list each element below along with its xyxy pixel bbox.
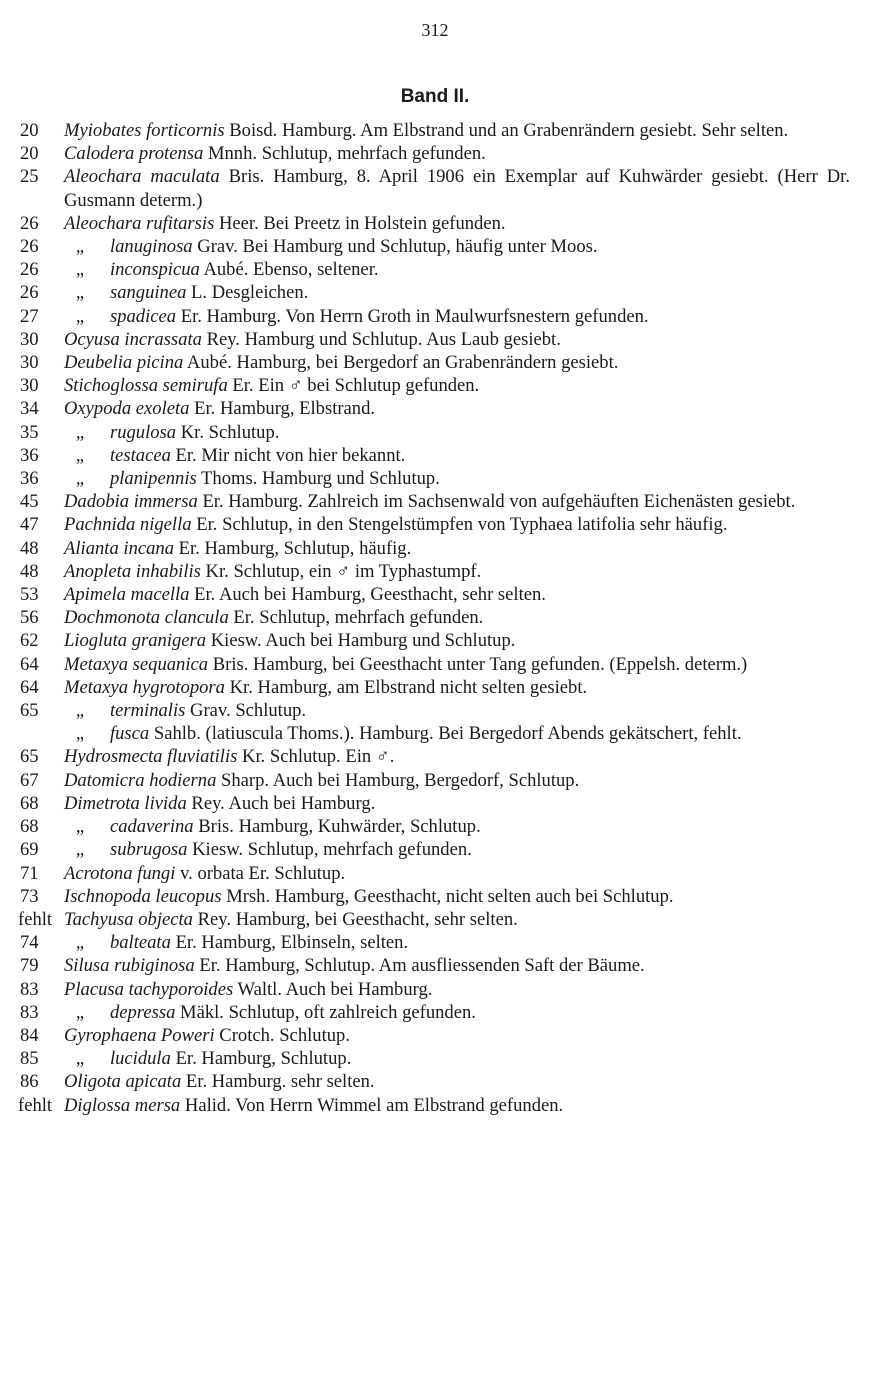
species-name: apicata	[125, 1071, 182, 1093]
genus-name: „	[75, 816, 85, 838]
entry-number: 64	[20, 676, 39, 698]
entry-note: Hamburg, 8. April 1906 ein Exemplar auf Kuhwärder gesiebt. (Herr Dr. Gusmann determ.)	[64, 166, 850, 211]
genus-name: Diglossa	[64, 1094, 131, 1116]
genus-name: Myiobates	[64, 120, 142, 141]
list-item	[20, 467, 850, 490]
species-name: semirufa	[162, 375, 228, 397]
author-name: Mrsh.	[226, 885, 271, 907]
entry-number: 30	[20, 352, 39, 374]
genus-name: Gyrophaena	[64, 1024, 157, 1046]
genus-name: „	[75, 468, 85, 490]
genus-name: Alianta	[64, 537, 119, 559]
author-name: Kr.	[242, 746, 266, 768]
species-name: leucopus	[155, 885, 222, 907]
list-item	[20, 212, 850, 235]
entry-number: 67	[20, 769, 39, 791]
list-item	[20, 1070, 850, 1093]
entry-number: 26	[20, 212, 39, 234]
entry-note: Bei Preetz in Holstein gefunden.	[263, 212, 506, 234]
species-name: hodierna	[149, 769, 217, 791]
list-item	[20, 583, 850, 606]
author-name: L.	[191, 282, 208, 304]
entry-number: 65	[20, 746, 39, 768]
genus-name: Tachyusa	[64, 908, 134, 930]
species-name: spadicea	[109, 305, 177, 327]
entry-note: Auch bei Hamburg, Geesthacht, sehr selten.	[218, 584, 546, 606]
author-name: Er.	[233, 607, 255, 629]
entry-number: 79	[20, 955, 39, 977]
list-item	[20, 676, 850, 699]
species-name: exoleta	[135, 398, 190, 420]
entry-number: 36	[20, 444, 39, 466]
list-item	[20, 235, 850, 258]
list-item	[20, 1001, 850, 1024]
entry-number: 25	[20, 166, 39, 188]
entry-note: Hamburg, bei Bergedorf an Grabenrändern gesiebt.	[236, 352, 619, 374]
species-name: sanguinea	[109, 282, 187, 304]
entry-note: Schlutup.	[235, 700, 307, 722]
genus-name: Stichoglossa	[64, 375, 159, 397]
species-name: lucidula	[109, 1048, 171, 1070]
entry-number: 45	[20, 491, 39, 513]
entry-note: Desgleichen.	[211, 282, 309, 304]
author-name: Mäkl.	[180, 1001, 224, 1023]
author-name: Er.	[175, 932, 197, 954]
species-name: fusca	[109, 723, 150, 745]
author-name: Sharp.	[221, 769, 270, 791]
species-name: mersa	[134, 1094, 181, 1116]
list-item	[20, 653, 850, 676]
author-name: Kr.	[180, 421, 204, 443]
entry-number: 26	[20, 236, 39, 258]
species-name: rufitarsis	[146, 212, 215, 234]
entry-note: Ein ♂ bei Schlutup gefunden.	[258, 375, 480, 397]
entry-note: Auch bei Hamburg.	[285, 978, 433, 1000]
genus-name: Ocyusa	[64, 328, 120, 350]
species-name: lanuginosa	[109, 236, 193, 258]
genus-name: Aleochara	[64, 166, 142, 188]
author-name: Rey.	[197, 908, 232, 930]
genus-name: Anopleta	[64, 560, 132, 582]
list-item	[20, 374, 850, 397]
species-name: protensa	[138, 143, 204, 165]
species-name: subrugosa	[109, 839, 188, 861]
genus-name: Hydrosmecta	[64, 746, 163, 768]
genus-name: Ischnopoda	[64, 885, 151, 907]
author-name: Sahlb. (latiuscula Thoms.).	[153, 723, 355, 745]
genus-name: Acrotona	[64, 862, 133, 884]
entry-number: 71	[20, 862, 39, 884]
genus-name: Placusa	[64, 978, 124, 1000]
genus-name: „	[75, 421, 85, 443]
entry-note: Hamburg, Schlutup.	[201, 1048, 352, 1070]
author-name: Er.	[194, 584, 216, 606]
entry-note: Bei Hamburg und Schlutup, häufig unter Moos.	[242, 236, 598, 258]
entry-number: 68	[20, 816, 39, 838]
entry-note: Hamburg, Elbstrand.	[219, 398, 376, 420]
entry-note: Hamburg, Schlutup, häufig.	[204, 537, 412, 559]
entry-note: Hamburg und Schlutup.	[262, 468, 440, 490]
species-name: terminalis	[109, 700, 186, 722]
list-item	[20, 142, 850, 165]
genus-name: „	[75, 932, 85, 954]
author-name: Er.	[185, 1071, 208, 1093]
species-name: Poweri	[160, 1024, 215, 1046]
species-name: depressa	[109, 1001, 176, 1023]
species-name: fungi	[137, 862, 176, 884]
list-item	[20, 351, 850, 374]
species-name: planipennis	[109, 468, 197, 490]
genus-name: Metaxya	[64, 653, 129, 675]
list-item	[20, 978, 850, 1001]
author-name: Bris.	[198, 816, 234, 838]
entry-number: 20	[20, 120, 39, 141]
genus-name: Silusa	[64, 955, 110, 977]
entry-note: Hamburg, Kuhwärder, Schlutup.	[238, 816, 481, 838]
genus-name: „	[75, 444, 85, 466]
genus-name: „	[75, 839, 85, 861]
list-item	[20, 792, 850, 815]
entry-number: 68	[20, 792, 39, 814]
list-item	[20, 397, 850, 420]
list-item	[20, 815, 850, 838]
author-name: Boisd.	[229, 120, 278, 141]
entry-note: Auch bei Hamburg und Schlutup.	[265, 630, 516, 652]
genus-name: Apimela	[64, 584, 126, 606]
entry-note: Von Herrn Wimmel am Elbstrand gefunden.	[235, 1094, 564, 1116]
species-name: inconspicua	[109, 259, 200, 281]
entry-note: Hamburg. sehr selten.	[211, 1071, 375, 1093]
list-item	[20, 281, 850, 304]
list-item	[20, 908, 850, 931]
list-item	[20, 931, 850, 954]
entry-note: Schlutup, mehrfach gefunden.	[261, 143, 486, 165]
entry-note: Hamburg, bei Geesthacht, sehr selten.	[235, 908, 518, 930]
entry-note: Schlutup, mehrfach gefunden.	[247, 839, 472, 861]
species-name: testacea	[109, 444, 171, 466]
list-item	[20, 490, 850, 513]
entry-number: 30	[20, 375, 39, 397]
entry-number: 69	[20, 839, 39, 861]
list-item	[20, 1024, 850, 1047]
list-item	[20, 838, 850, 861]
author-name: Crotch.	[219, 1024, 275, 1046]
author-name: Kr.	[205, 560, 229, 582]
list-item	[20, 328, 850, 351]
species-name: tachyporoides	[128, 978, 234, 1000]
genus-name: Oxypoda	[64, 398, 132, 420]
entry-number: 35	[20, 421, 39, 443]
entry-number: 85	[20, 1048, 39, 1070]
entry-note: Hamburg. Bei Bergedorf Abends gekätschert, fehlt.	[359, 723, 742, 745]
list-item	[20, 513, 850, 536]
species-name: incana	[123, 537, 175, 559]
entry-number: 36	[20, 468, 39, 490]
author-name: Aubé.	[203, 259, 249, 281]
genus-name: Datomicra	[64, 769, 145, 791]
species-name: nigella	[139, 514, 192, 536]
entry-number: 74	[20, 932, 39, 954]
genus-name: „	[75, 305, 85, 327]
section-title: Band II.	[400, 86, 470, 107]
entry-note: Hamburg. Am Elbstrand und an Grabenrändern gesiebt. Sehr selten.	[281, 120, 789, 141]
list-item	[20, 885, 850, 908]
list-item	[20, 1047, 850, 1070]
entry-number: 73	[20, 885, 39, 907]
list-item	[20, 444, 850, 467]
author-name: Er.	[202, 491, 224, 513]
species-name: rubiginosa	[114, 955, 195, 977]
list-item	[20, 629, 850, 652]
list-item	[20, 699, 850, 722]
author-name: Er.	[194, 398, 216, 420]
entry-number: 62	[20, 630, 39, 652]
author-name: Kr.	[229, 676, 253, 698]
author-name: Er.	[196, 514, 218, 536]
genus-name: Calodera	[64, 143, 135, 165]
entry-note: Schlutup.	[274, 862, 346, 884]
author-name: Heer.	[218, 212, 259, 234]
genus-name: Dimetrota	[64, 792, 140, 814]
genus-name: Dochmonota	[64, 607, 161, 629]
author-name: Waltl.	[237, 978, 282, 1000]
entry-number: 27	[20, 305, 39, 327]
entry-number: 48	[20, 537, 39, 559]
entry-number: 65	[20, 700, 39, 722]
entry-note: Hamburg, Geesthacht, nicht selten auch bei Schlutup.	[274, 885, 674, 907]
list-item	[20, 606, 850, 629]
author-name: Bris.	[228, 166, 265, 188]
list-item	[20, 954, 850, 977]
entry-number: 86	[20, 1071, 39, 1093]
author-name: Er.	[199, 955, 221, 977]
list-item	[20, 769, 850, 792]
author-name: Kiesw.	[192, 839, 244, 861]
genus-name: Oligota	[64, 1071, 121, 1093]
genus-name: „	[75, 723, 85, 745]
entry-number: 30	[20, 328, 39, 350]
species-name: sequanica	[132, 653, 209, 675]
author-name: Grav.	[197, 236, 238, 258]
list-item	[20, 258, 850, 281]
author-name: Thoms.	[201, 468, 258, 490]
author-name: Er.	[178, 537, 200, 559]
author-name: Rey.	[191, 792, 225, 814]
entry-note: Hamburg, bei Geesthacht unter Tang gefunden. (Eppelsh. determ.)	[253, 653, 748, 675]
entry-number: fehlt	[18, 908, 53, 930]
author-name: Mnnh.	[207, 143, 258, 165]
entry-number: 83	[20, 978, 39, 1000]
entry-note: Schlutup, mehrfach gefunden.	[259, 607, 484, 629]
entry-note: Schlutup.	[208, 421, 280, 443]
entry-note: Schlutup.	[279, 1024, 350, 1046]
genus-name: „	[75, 1001, 85, 1023]
genus-name: Pachnida	[64, 514, 136, 536]
genus-name: „	[75, 282, 85, 304]
list-item	[20, 1094, 850, 1117]
species-name: hygrotopora	[132, 676, 225, 698]
genus-name: „	[75, 1048, 85, 1070]
entry-number: 26	[20, 259, 39, 281]
author-name: Bris.	[212, 653, 249, 675]
entry-number: 56	[20, 607, 39, 629]
genus-name: Deubelia	[64, 352, 133, 374]
author-name: Er.	[175, 1048, 197, 1070]
author-name: v. orbata Er.	[180, 862, 270, 884]
species-name: livida	[144, 792, 187, 814]
species-name: rugulosa	[109, 421, 177, 443]
author-name: Halid.	[184, 1094, 231, 1116]
list-item	[20, 560, 850, 583]
author-name: Er.	[232, 375, 254, 397]
entry-number: 34	[20, 398, 39, 420]
species-name: inhabilis	[135, 560, 201, 582]
entry-number: 26	[20, 282, 39, 304]
species-name: incrassata	[124, 328, 202, 350]
author-name: Er.	[180, 305, 202, 327]
entry-note: Schlutup. Ein ♂.	[269, 746, 395, 768]
species-name: objecta	[138, 908, 193, 930]
species-name: clancula	[164, 607, 229, 629]
genus-name: „	[75, 236, 85, 258]
entry-note: Hamburg, am Elbstrand nicht selten gesiebt.	[257, 676, 588, 698]
list-item	[20, 722, 850, 745]
genus-name: „	[75, 700, 85, 722]
author-name: Er.	[175, 444, 197, 466]
entry-note: Auch bei Hamburg.	[228, 792, 376, 814]
species-name: fluviatilis	[167, 746, 238, 768]
entry-number: 83	[20, 1001, 39, 1023]
list-item	[20, 165, 850, 211]
genus-name: Dadobia	[64, 491, 130, 513]
list-item	[20, 421, 850, 444]
species-name: immersa	[133, 491, 198, 513]
genus-name: Metaxya	[64, 676, 129, 698]
genus-name: Liogluta	[64, 630, 128, 652]
list-item	[20, 119, 850, 142]
entry-note: Schlutup, in den Stengelstümpfen von Typhaea latifolia sehr häufig.	[222, 514, 728, 536]
list-item	[20, 745, 850, 768]
author-name: Kiesw.	[210, 630, 262, 652]
species-name: cadaverina	[109, 816, 194, 838]
entry-note: Hamburg. Zahlreich im Sachsenwald von aufgehäuften Eichenästen gesiebt.	[228, 491, 796, 513]
species-name: maculata	[150, 166, 220, 188]
entry-note: Schlutup, ein ♂ im Typhastumpf.	[233, 560, 482, 582]
species-name: forticornis	[146, 120, 225, 141]
entry-number: 48	[20, 560, 39, 582]
author-name: Aubé.	[186, 352, 232, 374]
page-number: 312	[421, 20, 449, 40]
genus-name: Aleochara	[64, 212, 142, 234]
species-name: macella	[130, 584, 190, 606]
entry-note: Schlutup, oft zahlreich gefunden.	[228, 1001, 476, 1023]
entry-note: Ebenso, seltener.	[253, 259, 379, 281]
entry-number: fehlt	[18, 1094, 53, 1116]
species-name: picina	[136, 352, 184, 374]
species-name: balteata	[109, 932, 171, 954]
entry-note: Hamburg, Schlutup. Am ausfliessenden Saft der Bäume.	[225, 955, 645, 977]
entry-number: 53	[20, 584, 39, 606]
entry-number: 84	[20, 1024, 39, 1046]
entry-number: 47	[20, 514, 39, 536]
list-item	[20, 862, 850, 885]
entry-note: Hamburg und Schlutup. Aus Laub gesiebt.	[244, 328, 561, 350]
species-name: granigera	[131, 630, 207, 652]
entry-note: Mir nicht von hier bekannt.	[201, 444, 406, 466]
entry-note: Auch bei Hamburg, Bergedorf, Schlutup.	[272, 769, 580, 791]
list-item	[20, 537, 850, 560]
author-name: Rey.	[206, 328, 240, 350]
entry-number: 20	[20, 143, 39, 165]
list-item	[20, 305, 850, 328]
entry-note: Hamburg, Elbinseln, selten.	[201, 932, 409, 954]
species-list	[20, 119, 850, 1117]
genus-name: „	[75, 259, 85, 281]
entry-note: Hamburg. Von Herrn Groth in Maulwurfsnestern gefunden.	[206, 305, 649, 327]
author-name: Grav.	[190, 700, 231, 722]
entry-number: 64	[20, 653, 39, 675]
